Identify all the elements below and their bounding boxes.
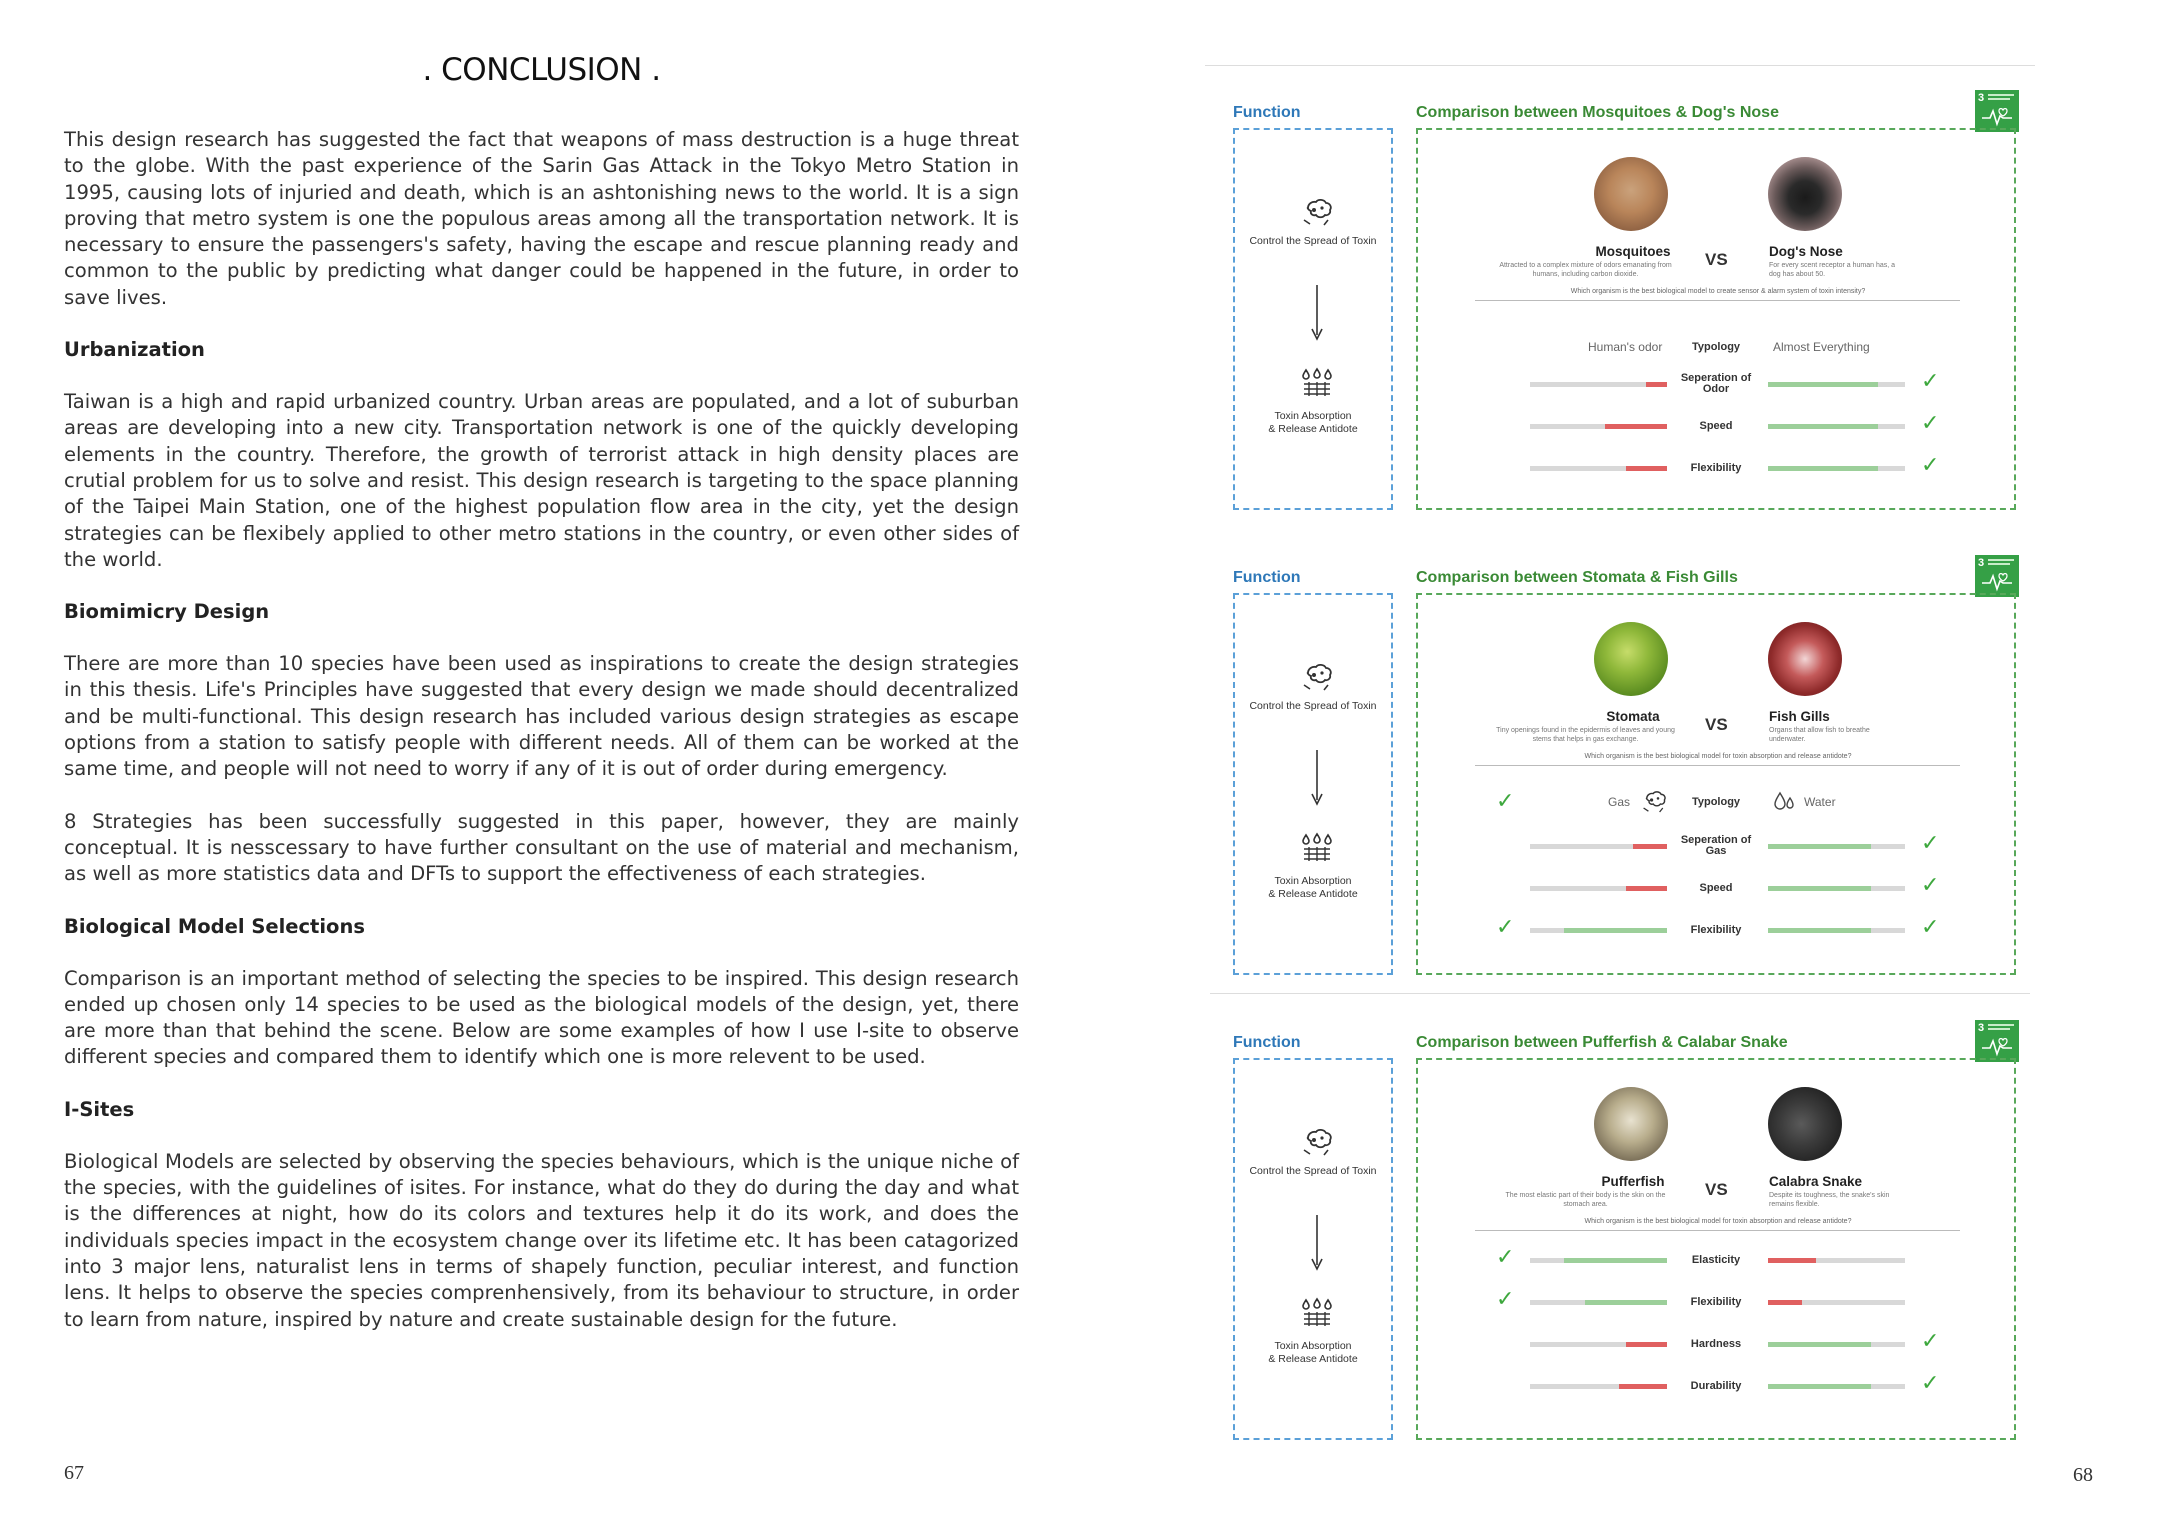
section-heading: Biological Model Selections: [64, 914, 365, 938]
criteria-label: Speed: [1699, 420, 1733, 432]
check-icon: ✓: [1496, 915, 1515, 940]
check-icon: ✓: [1921, 831, 1940, 856]
conclusion-body: [64, 127, 1019, 1359]
criteria-label: Seperation of Gas: [1680, 834, 1752, 857]
arrow-down-icon: [1311, 750, 1323, 810]
right-organism-photo: [1768, 1087, 1842, 1161]
versus-label: VS: [1705, 715, 1728, 734]
section-paragraph: Biological Models are selected by observing the species behaviours, which is the unique niche of the species, with the guidelines of isites. For instance, what do they do during the day and what is the differences at night, how do its colors and textures help it do its work, and does the individuals species impact in the ecosystem change over its lifetime etc. It has been catagorized into 3 major lens, naturalist lens in terms of shapely function, peculiar interest, and function lens. It helps to observe the species comprenhensively, from its behaviour to structure, in order to learn from nature, inspired by nature and create sustainable design for the future.: [64, 1149, 1019, 1331]
function-label: Function: [1233, 104, 1301, 121]
section-paragraph: Taiwan is a high and rapid urbanized country. Urban areas are populated, and a lot of suburban areas are developing into a new city. Transportation network is one of the quickly developing elements in the country. Therefore, the growth of terrorist attack in high density places are crutial problem for us to solve and resist. This design research is targeting to the space planning of the Taipei Main Station, one of the highest population flow area in the city, yet the design strategies can be flexibely applied to other metro stations in the country, or even other sides of the world.: [64, 390, 1019, 571]
page-title: . CONCLUSION .: [422, 52, 661, 88]
right-score-bar: [1768, 1258, 1905, 1263]
check-icon: ✓: [1921, 411, 1940, 436]
toxin-cloud-icon: [1300, 663, 1334, 697]
left-score-fill: [1626, 1342, 1667, 1347]
criteria-label: Hardness: [1690, 1338, 1742, 1350]
right-score-fill: [1768, 886, 1871, 891]
left-score-fill: [1619, 1384, 1667, 1389]
section-paragraph: Comparison is an important method of selecting the species to be inspired. This design research ended up chosen only 14 species to be used as the biological models of the design, yet, there are more than that behind the scene. Below are some examples of how I use I-site to observe different species and compared them to identify which one is more relevent to be used.: [64, 966, 1019, 1069]
toxin-cloud-icon: [1300, 198, 1334, 232]
left-organism-name: Mosquitoes: [1595, 244, 1671, 259]
left-score-fill: [1633, 844, 1667, 849]
function-label: Function: [1233, 569, 1301, 586]
check-icon: ✓: [1921, 453, 1940, 478]
left-score-fill: [1564, 1258, 1667, 1263]
right-organism-photo: [1768, 622, 1842, 696]
typology-right: Almost Everything: [1773, 340, 1870, 354]
function-bottom-label: Toxin Absorption & Release Antidote: [1268, 410, 1358, 435]
sdg-number: 3: [1978, 557, 1985, 569]
intro-paragraph: This design research has suggested the fact that weapons of mass destruction is a huge threat to the globe. With the past experience of the Sarin Gas Attack in the Tokyo Metro Station in 1995, causing lots of injuried and death, which is an ashtonishing news to the world. It is a sign proving that metro system is one the populous areas among all the transportation network. It is necessary to ensure the passengers's safety, having the escape and rescue planning ready and common to the public by predicting what danger could be happened in the future, in order to save lives.: [64, 128, 1019, 309]
sdg-badge: [1975, 90, 2019, 132]
left-score-bar: [1530, 928, 1667, 933]
right-score-fill: [1768, 928, 1871, 933]
sdg-number: 3: [1978, 92, 1985, 104]
section-heading: Urbanization: [64, 338, 205, 362]
right-score-fill: [1768, 466, 1878, 471]
left-score-fill: [1585, 1300, 1667, 1305]
function-bottom-label: Toxin Absorption & Release Antidote: [1268, 875, 1358, 900]
question-divider: [1475, 1230, 1960, 1231]
criteria-label: Elasticity: [1691, 1254, 1741, 1266]
left-score-fill: [1646, 382, 1667, 387]
criteria-label: Flexibility: [1690, 1296, 1742, 1308]
arrow-down-icon: [1311, 1215, 1323, 1275]
left-score-fill: [1564, 928, 1667, 933]
right-score-fill: [1768, 1300, 1802, 1305]
function-bottom-label: Toxin Absorption & Release Antidote: [1268, 1340, 1358, 1365]
right-organism-name: Calabra Snake: [1769, 1174, 1863, 1189]
selection-question: Which organism is the best biological model to create sensor & alarm system of toxin intensity?: [1570, 288, 1866, 295]
left-organism-name: Stomata: [1606, 709, 1660, 724]
left-score-bar: [1530, 466, 1667, 471]
right-score-bar: [1768, 1384, 1905, 1389]
water-drop-icon: [1772, 791, 1798, 817]
question-divider: [1475, 300, 1960, 301]
left-organism-name: Pufferfish: [1601, 1174, 1665, 1189]
comparison-panel: [1205, 525, 2045, 995]
function-top-label: Control the Spread of Toxin: [1249, 700, 1377, 712]
absorption-icon: [1300, 366, 1334, 404]
left-score-fill: [1605, 424, 1667, 429]
left-score-bar: [1530, 1342, 1667, 1347]
section-heading: Biomimicry Design: [64, 600, 270, 624]
right-score-fill: [1768, 1258, 1816, 1263]
page-number-right: 68: [2073, 1464, 2093, 1486]
comparison-title: Comparison between Mosquitoes & Dog's Nose: [1416, 104, 1779, 121]
criteria-label: Flexibility: [1690, 462, 1742, 474]
versus-label: VS: [1705, 1180, 1728, 1199]
check-icon: ✓: [1921, 915, 1940, 940]
sdg-badge: [1975, 1020, 2019, 1062]
selection-question: Which organism is the best biological model for toxin absorption and release antidote?: [1584, 753, 1852, 760]
right-score-bar: [1768, 466, 1905, 471]
criteria-label: Flexibility: [1690, 924, 1742, 936]
comparison-title: Comparison between Stomata & Fish Gills: [1416, 569, 1738, 586]
page-number-left: 67: [64, 1462, 84, 1484]
right-score-bar: [1768, 1300, 1905, 1305]
right-score-fill: [1768, 424, 1878, 429]
right-score-fill: [1768, 1384, 1871, 1389]
function-box: [1233, 593, 1393, 975]
typology-label: Typology: [1691, 796, 1741, 808]
sdg-caption: [1988, 559, 2014, 561]
right-score-bar: [1768, 424, 1905, 429]
right-score-bar: [1768, 382, 1905, 387]
left-score-bar: [1530, 886, 1667, 891]
right-score-bar: [1768, 928, 1905, 933]
right-organism-desc: For every scent receptor a human has, a dog has about 50.: [1769, 262, 1896, 278]
criteria-label: Seperation of Odor: [1680, 372, 1752, 395]
sdg-caption: [1988, 98, 2010, 100]
sdg-caption: [1988, 94, 2014, 96]
left-score-bar: [1530, 1300, 1667, 1305]
check-icon: ✓: [1921, 369, 1940, 394]
left-organism-photo: [1594, 1087, 1668, 1161]
right-score-bar: [1768, 886, 1905, 891]
right-organism-desc: Despite its toughness, the snake's skin remains flexible.: [1769, 1192, 1890, 1208]
comparison-title: Comparison between Pufferfish & Calabar Snake: [1416, 1034, 1788, 1051]
section-heading: I-Sites: [64, 1097, 135, 1121]
left-score-bar: [1530, 424, 1667, 429]
section-paragraph: There are more than 10 species have been used as inspirations to create the design strategies in this thesis. Life's Principles have suggested that every design we made should decentralized and be multi-functional. This design research has included various design strategies as escape options from a station to satisfy people with different needs. All of them can be worked at the same time, and people will not need to worry if any of it is out of order during emergency.: [64, 652, 1019, 781]
versus-label: VS: [1705, 250, 1728, 269]
function-box: [1233, 128, 1393, 510]
check-icon: ✓: [1921, 1371, 1940, 1396]
left-organism-desc: The most elastic part of their body is the skin on the stomach area.: [1505, 1192, 1666, 1208]
function-top-label: Control the Spread of Toxin: [1249, 1165, 1377, 1177]
comparison-box: [1416, 593, 2016, 975]
gas-cloud-icon: [1640, 790, 1667, 817]
comparison-box: [1416, 1058, 2016, 1440]
left-organism-photo: [1594, 157, 1668, 231]
typology-left: Human's odor: [1588, 340, 1663, 354]
criteria-label: Durability: [1690, 1380, 1742, 1392]
absorption-icon: [1300, 831, 1334, 869]
left-score-bar: [1530, 844, 1667, 849]
absorption-icon: [1300, 1296, 1334, 1334]
comparison-box: [1416, 128, 2016, 510]
check-icon: ✓: [1496, 1287, 1515, 1312]
right-organism-name: Fish Gills: [1769, 709, 1830, 724]
function-label: Function: [1233, 1034, 1301, 1051]
left-organism-photo: [1594, 622, 1668, 696]
toxin-cloud-icon: [1300, 1128, 1334, 1162]
right-score-bar: [1768, 844, 1905, 849]
sdg-caption: [1988, 563, 2010, 565]
right-score-fill: [1768, 844, 1871, 849]
check-icon: ✓: [1921, 1329, 1940, 1354]
arrow-down-icon: [1311, 285, 1323, 345]
question-divider: [1475, 765, 1960, 766]
left-organism-desc: Attracted to a complex mixture of odors emanating from humans, including carbon dioxide.: [1499, 262, 1672, 278]
check-icon: ✓: [1496, 1245, 1515, 1270]
selection-question: Which organism is the best biological model for toxin absorption and release antidote?: [1584, 1218, 1852, 1225]
typology-label: Typology: [1691, 341, 1741, 353]
sdg-caption: [1988, 1028, 2010, 1030]
left-score-fill: [1626, 886, 1667, 891]
left-score-bar: [1530, 1384, 1667, 1389]
right-score-bar: [1768, 1342, 1905, 1347]
check-icon: ✓: [1921, 873, 1940, 898]
function-box: [1233, 1058, 1393, 1440]
left-score-fill: [1626, 466, 1667, 471]
right-organism-desc: Organs that allow fish to breathe underwater.: [1769, 727, 1870, 743]
sdg-badge: [1975, 555, 2019, 597]
left-score-bar: [1530, 382, 1667, 387]
typology-right: Water: [1804, 795, 1836, 809]
section-paragraph: 8 Strategies has been successfully suggested in this paper, however, they are mainly conceptual. It is nesscessary to have further consultant on the use of material and mechanism, as well as more statistics data and DFTs to support the effectiveness of each strategies.: [64, 809, 1019, 886]
right-score-fill: [1768, 382, 1878, 387]
comparison-panel: [1205, 60, 2045, 530]
right-organism-name: Dog's Nose: [1769, 244, 1843, 259]
right-score-fill: [1768, 1342, 1871, 1347]
left-organism-desc: Tiny openings found in the epidermis of leaves and young stems that helps in gas exchange.: [1496, 727, 1675, 743]
comparison-panel: [1205, 990, 2045, 1460]
criteria-label: Speed: [1699, 882, 1733, 894]
left-score-bar: [1530, 1258, 1667, 1263]
typology-left: Gas: [1608, 795, 1631, 809]
function-top-label: Control the Spread of Toxin: [1249, 235, 1377, 247]
right-organism-photo: [1768, 157, 1842, 231]
sdg-number: 3: [1978, 1022, 1985, 1034]
check-icon: ✓: [1496, 789, 1515, 814]
sdg-caption: [1988, 1024, 2014, 1026]
